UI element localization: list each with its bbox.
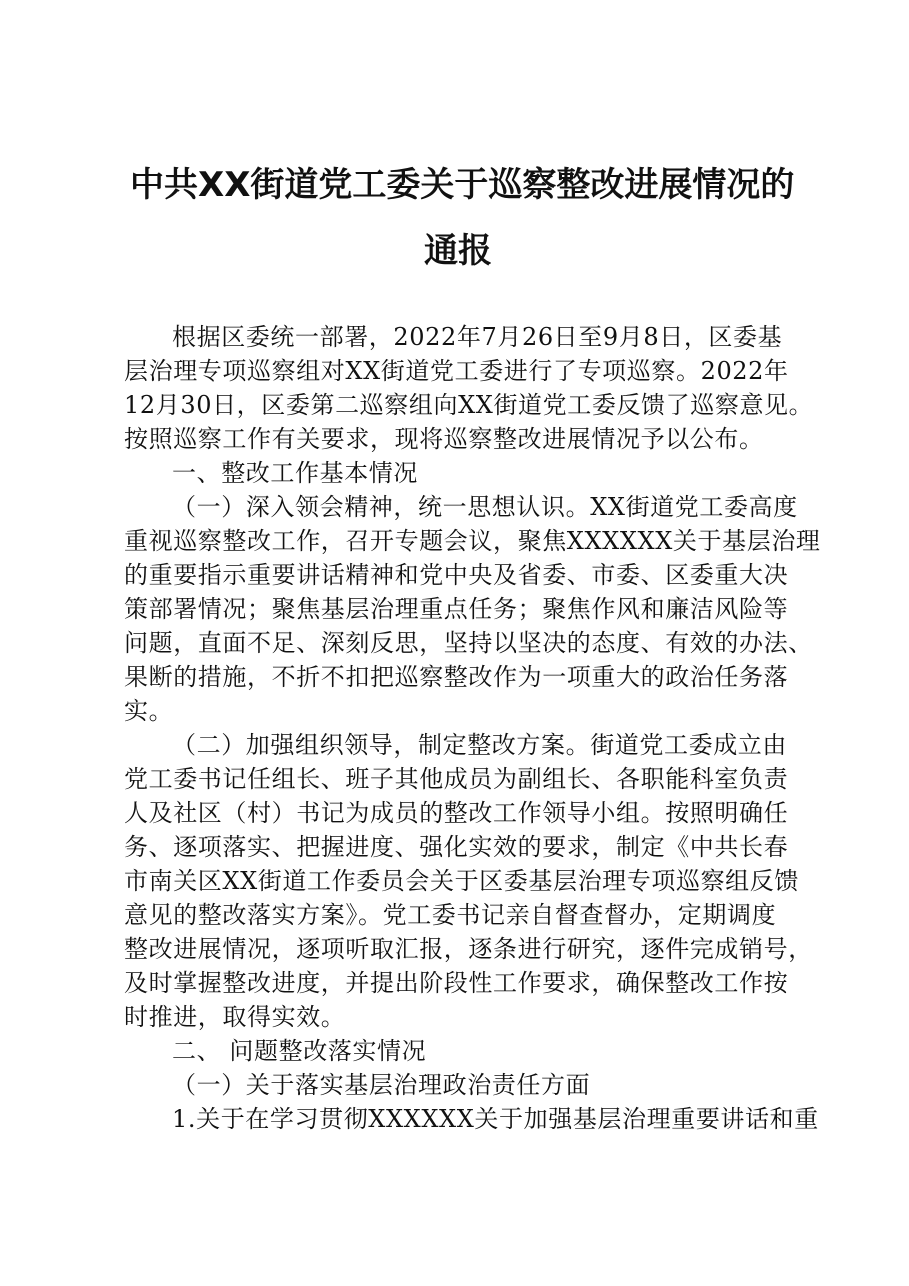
paragraph-line: 人及社区（村）书记为成员的整改工作领导小组。按照明确任	[124, 799, 789, 827]
paragraph-line: 的重要指示重要讲话精神和党中央及省委、市委、区委重大决	[124, 561, 789, 589]
paragraph-line: 层治理专项巡察组对XX街道党工委进行了专项巡察。2022年	[124, 357, 789, 385]
section-heading: 二、 问题整改落实情况	[172, 1037, 427, 1065]
document-title-line-1: 中共XX街道党工委关于巡察整改进展情况的	[130, 165, 795, 205]
paragraph-line: 根据区委统一部署，2022年7月26日至9月8日，区委基	[172, 323, 783, 351]
paragraph-line: 党工委书记任组长、班子其他成员为副组长、各职能科室负责	[124, 765, 789, 793]
paragraph-line: 务、逐项落实、把握进度、强化实效的要求，制定《中共长春	[124, 833, 789, 861]
document-title-line-2: 通报	[424, 231, 492, 271]
paragraph-line: 整改进展情况，逐项听取汇报，逐条进行研究，逐件完成销号，	[124, 935, 813, 963]
paragraph-line: 策部署情况；聚焦基层治理重点任务；聚焦作风和廉洁风险等	[124, 595, 789, 623]
paragraph-line: 12月30日，区委第二巡察组向XX街道党工委反馈了巡察意见。	[124, 391, 814, 419]
paragraph-line: 重视巡察整改工作，召开专题会议，聚焦XXXXXX关于基层治理	[124, 527, 821, 555]
paragraph-line: 问题，直面不足、深刻反思，坚持以坚决的态度、有效的办法、	[124, 629, 813, 657]
section-heading: 一、整改工作基本情况	[172, 459, 418, 487]
paragraph-line: 果断的措施，不折不扣把巡察整改作为一项重大的政治任务落	[124, 663, 789, 691]
paragraph-line: 1.关于在学习贯彻XXXXXX关于加强基层治理重要讲话和重	[172, 1105, 819, 1133]
paragraph-line: 市南关区XX街道工作委员会关于区委基层治理专项巡察组反馈	[124, 867, 799, 895]
paragraph-line: 及时掌握整改进度，并提出阶段性工作要求，确保整改工作按	[124, 969, 789, 997]
paragraph-line: 时推进，取得实效。	[124, 1003, 346, 1031]
paragraph-line: 实。	[124, 697, 174, 725]
paragraph-line: （二）加强组织领导，制定整改方案。街道党工委成立由	[172, 731, 787, 759]
paragraph-line: 意见的整改落实方案》。党工委书记亲自督查督办，定期调度	[124, 901, 777, 929]
paragraph-line: 按照巡察工作有关要求，现将巡察整改进展情况予以公布。	[124, 425, 764, 453]
subsection-heading: （一）关于落实基层治理政治责任方面	[172, 1071, 591, 1099]
paragraph-line: （一）深入领会精神，统一思想认识。XX街道党工委高度	[172, 493, 798, 521]
